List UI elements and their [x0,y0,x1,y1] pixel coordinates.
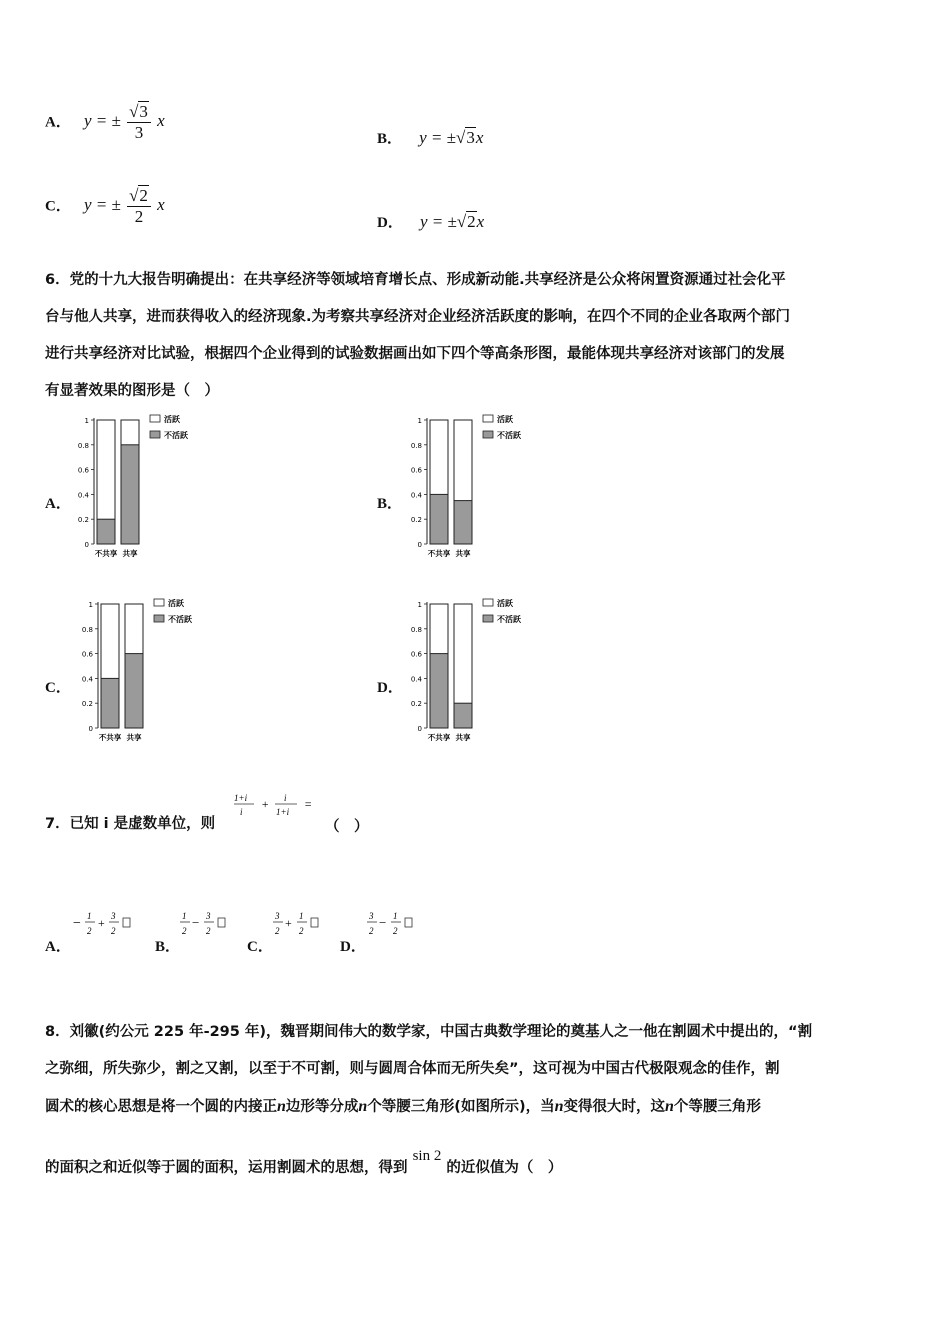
svg-text:1+i: 1+i [276,807,290,817]
svg-text:i: i [284,793,287,803]
y-tick-label: 1 [84,417,89,425]
y-tick-label: 0.4 [81,675,93,684]
x-tick-label: 共享 [455,733,471,742]
svg-text:1+i: 1+i [234,793,248,803]
q6-option-letter-b: B． [377,496,403,512]
var-n: n [664,1098,674,1115]
y-tick-label: 0.2 [77,516,89,525]
svg-text:3: 3 [206,911,211,921]
math-var: x [157,195,165,215]
q7-option-d-expr [367,905,419,945]
var-n: n [277,1098,286,1115]
math-var: x [475,128,484,147]
bar-inactive-segment [101,678,119,728]
legend-label: 活跃 [497,415,513,424]
q7-option-letter-b: B． [155,939,181,955]
math-pm: ± [111,195,121,215]
q7-option-letter-a: A． [45,939,71,955]
svg-text:+: + [285,916,292,930]
legend-label: 活跃 [497,599,513,608]
x-tick-label: 共享 [455,549,471,558]
sin-2-expression: sin 2 [412,1148,442,1164]
q5-option-b: B． y = ±√3x [377,128,484,147]
svg-text:2: 2 [299,926,304,936]
svg-text:i: i [240,807,243,817]
svg-text:3: 3 [275,911,280,921]
svg-text:1: 1 [182,911,187,921]
y-tick-label: 0.8 [410,625,422,634]
text-line: 之弥细，所失弥少，割之又割，以至于不可割，则与圆周合体而无所失矣”，这可视为中国古代极限观念的佳作，割 [45,1061,780,1077]
text-span: 个等腰三角形 [673,1099,761,1115]
y-tick-label: 0.4 [77,491,89,500]
y-tick-label: 0.6 [81,650,93,659]
y-tick-label: 0.2 [410,516,422,525]
q7-option-letter-d: D． [340,939,366,955]
svg-text:−: − [73,916,81,931]
text-line: 有显著效果的图形是（ ） [45,383,219,399]
y-tick-label: 0.6 [410,650,422,659]
legend-label: 不活跃 [497,431,521,440]
legend-swatch [150,431,160,438]
text-line: 台与他人共享，进而获得收入的经济现象.为考察共享经济对企业经济活跃度的影响，在四个不同的企业各取两个部门 [45,309,791,325]
fraction: $\frac{√3}{3}$ [127,102,151,143]
y-tick-label: 0.8 [410,441,422,450]
svg-text:2: 2 [182,926,187,936]
svg-text:2: 2 [275,926,280,936]
bar-inactive-segment [430,494,448,544]
option-letter: C． [45,198,71,215]
math-lhs: y = [419,128,443,147]
svg-text:−: − [192,915,200,930]
legend-swatch [483,431,493,438]
svg-text:−: − [379,915,387,930]
legend-swatch [483,599,493,606]
x-tick-label: 共享 [122,549,138,558]
q7-stem: 7．已知 i 是虚数单位，则 [45,816,216,832]
legend-swatch [154,615,164,622]
text-line: 8．刘徽(约公元 225 年-295 年)，魏晋期间伟大的数学家，中国古典数学理论的奠基人之一他在割圆术中提出的，“割 [45,1024,813,1040]
text-span: 的面积之和近似等于圆的面积，运用割圆术的思想，得到 [45,1160,408,1176]
legend-label: 不活跃 [164,431,188,440]
var-n: n [358,1098,368,1115]
text-span: 的近似值为（ ） [446,1160,563,1176]
legend-label: 不活跃 [497,615,521,624]
option-letter: D． [377,215,403,231]
legend-label: 不活跃 [168,615,192,624]
denominator: 3 [134,123,144,142]
y-tick-label: 0 [88,725,93,733]
svg-text:+: + [261,797,270,811]
bar-chart-d [405,596,535,748]
text-span: 圆术的核心思想是将一个圆的内接正 [45,1099,277,1115]
x-tick-label: 不共享 [427,549,451,558]
y-tick-label: 0.6 [410,466,422,475]
legend-label: 活跃 [164,415,180,424]
radicand: 3 [466,128,475,147]
x-tick-label: 不共享 [427,733,451,742]
text-line: 6．党的十九大报告明确提出：在共享经济等领域培育增长点、形成新动能.共享经济是公众将闲置资源通过社会化平 [45,272,786,288]
bar-inactive-segment [454,501,472,544]
text-span: 边形等分成 [285,1099,359,1115]
svg-text:3: 3 [111,911,116,921]
math-lhs: y = [83,195,108,215]
y-tick-label: 1 [88,601,93,609]
bar-chart-b [405,412,535,564]
bar-inactive-segment [97,519,115,544]
y-tick-label: 0 [417,725,422,733]
y-tick-label: 0.4 [410,491,422,500]
q5-option-a [45,102,165,143]
bar-inactive-segment [121,445,139,544]
bar-inactive-segment [430,654,448,728]
y-tick-label: 0.6 [77,466,89,475]
radicand: 2 [467,212,476,231]
math-pm: ± [447,212,457,231]
svg-text:=: = [304,797,313,811]
svg-text:2: 2 [87,926,92,936]
math-var: x [157,111,165,131]
math-pm: ± [111,111,121,131]
legend-swatch [154,599,164,606]
svg-text:2: 2 [111,926,116,936]
q6-option-letter-d: D． [377,680,403,696]
radicand: 3 [139,102,148,121]
text-line [45,1150,905,1187]
bar-chart-a [72,412,202,564]
question-8-text [45,1014,905,1187]
legend-label: 活跃 [168,599,184,608]
q7-option-letter-c: C． [247,939,273,955]
x-tick-label: 不共享 [94,549,118,558]
y-tick-label: 0 [417,541,422,549]
question-6-text [45,262,905,410]
q7-option-a-expr [73,905,135,945]
text-span: 变得很大时，这 [563,1099,665,1115]
svg-text:2: 2 [369,926,374,936]
svg-text:1: 1 [299,911,304,921]
text-line: 进行共享经济对比试验，根据四个企业得到的试验数据画出如下四个等高条形图，最能体现共享经济对该部门的发展 [45,346,785,362]
option-letter: A． [45,114,71,131]
legend-swatch [483,615,493,622]
math-pm: ± [446,128,456,147]
q7-expression [232,790,322,825]
legend-swatch [483,415,493,422]
svg-text:2: 2 [393,926,398,936]
y-tick-label: 1 [417,601,422,609]
text-span: 个等腰三角形(如图所示)，当 [367,1099,555,1115]
svg-text:+: + [98,916,105,930]
y-tick-label: 0.2 [81,700,93,709]
y-tick-label: 0.2 [410,700,422,709]
q7-expression-graphic [232,790,322,822]
math-lhs: y = [419,212,444,231]
math-var: x [476,212,485,231]
y-tick-label: 1 [417,417,422,425]
svg-text:3: 3 [369,911,374,921]
q6-option-letter-a: A． [45,496,71,512]
q7-option-b-expr [180,905,232,945]
bar-inactive-segment [125,654,143,728]
svg-text:1: 1 [87,911,92,921]
q7-options [45,905,465,955]
x-tick-label: 共享 [126,733,142,742]
text-line [45,1088,905,1126]
y-tick-label: 0.8 [77,441,89,450]
option-letter: B． [377,131,403,147]
x-tick-label: 不共享 [98,733,122,742]
q7-option-c-expr [273,905,325,945]
fraction: $\frac{√2}{2}$ [127,186,151,227]
svg-text:1: 1 [393,911,398,921]
y-tick-label: 0.4 [410,675,422,684]
legend-swatch [150,415,160,422]
bar-chart-c [76,596,206,748]
denominator: 2 [134,207,144,226]
q5-option-d: D． y = ±√2x [377,212,485,231]
q7-paren: （ ） [325,819,369,835]
svg-text:2: 2 [206,926,211,936]
q6-option-letter-c: C． [45,680,71,696]
math-lhs: y = [83,111,108,131]
var-n: n [554,1098,564,1115]
q5-option-c [45,186,165,227]
radicand: 2 [139,186,148,205]
y-tick-label: 0 [84,541,89,549]
bar-inactive-segment [454,703,472,728]
y-tick-label: 0.8 [81,625,93,634]
